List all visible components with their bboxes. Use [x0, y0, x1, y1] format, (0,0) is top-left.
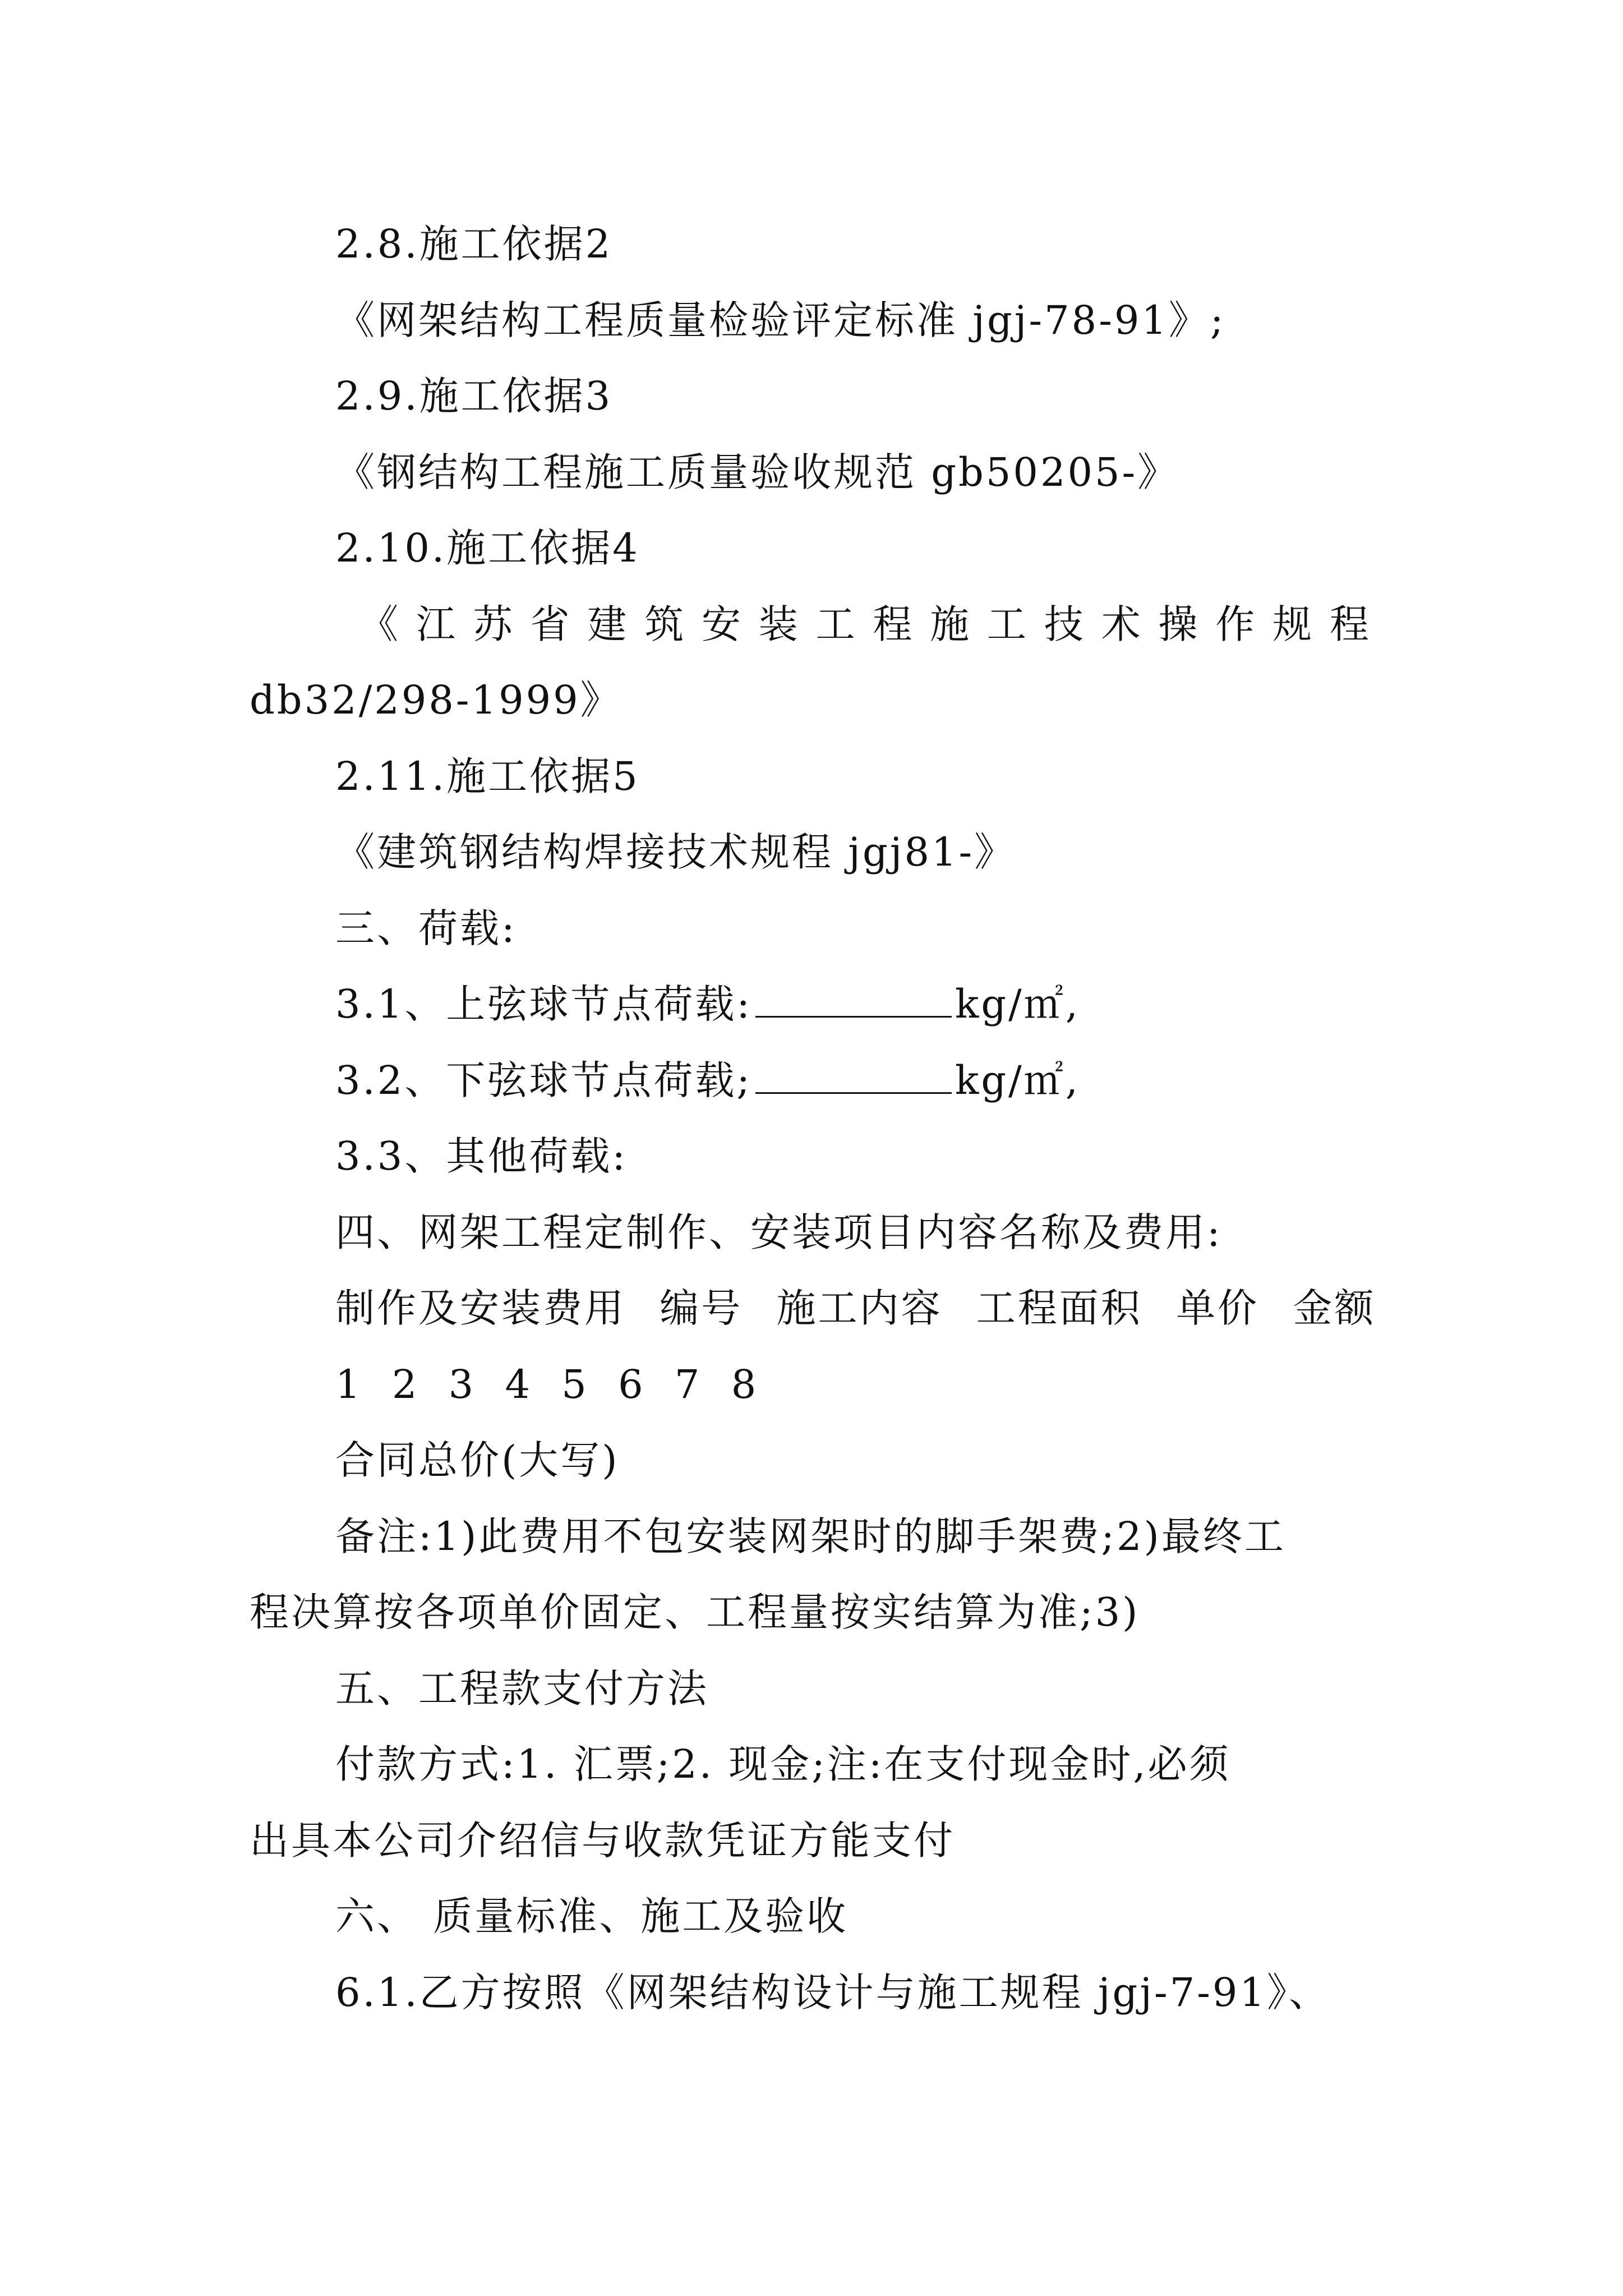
load-upper-unit: kg/㎡, [955, 981, 1080, 1027]
char: 江 [416, 601, 458, 647]
table-number: 3 [448, 1361, 476, 1407]
load-lower-blank [755, 1059, 952, 1094]
clause-2-10-standard-code: db32/298-1999》 [250, 677, 622, 723]
char: 作 [1215, 601, 1257, 647]
char: 《 [359, 601, 400, 647]
table-number: 8 [731, 1361, 759, 1407]
load-other-line: 3.3、其他荷载: [335, 1133, 628, 1179]
table-number: 2 [391, 1361, 419, 1407]
clause-2-11-standard: 《建筑钢结构焊接技术规程 jgj81-》 [335, 829, 1016, 875]
fee-table-header [335, 1283, 1395, 1333]
contract-total-line: 合同总价(大写) [335, 1437, 620, 1483]
clause-6-1-line: 6.1.乙方按照《网架结构设计与施工规程 jgj-7-91》、 [335, 1970, 1330, 2016]
table-number: 5 [561, 1361, 589, 1407]
section-4-heading: 四、网架工程定制作、安装项目内容名称及费用: [335, 1209, 1223, 1255]
table-number: 6 [618, 1361, 645, 1407]
char: 省 [530, 601, 572, 647]
char: 程 [1329, 601, 1371, 647]
clause-2-9-heading: 2.9.施工依据3 [335, 373, 613, 419]
char: 装 [758, 601, 800, 647]
load-lower-unit: kg/㎡, [955, 1057, 1080, 1103]
load-upper-line [335, 979, 1080, 1029]
char: 工 [986, 601, 1029, 647]
char: 施 [930, 601, 972, 647]
clause-2-10-heading: 2.10.施工依据4 [335, 525, 640, 571]
table-header-cell: 工程面积 [976, 1285, 1142, 1331]
clause-2-9-standard: 《钢结构工程施工质量验收规范 gb50205-》 [335, 449, 1179, 495]
fee-table-numbers [335, 1359, 773, 1410]
char: 建 [587, 601, 629, 647]
table-header-cell: 制作及安装费用 [335, 1285, 626, 1331]
remarks-line-1: 备注:1)此费用不包安装网架时的脚手架费;2)最终工 [335, 1513, 1286, 1559]
char: 规 [1272, 601, 1314, 647]
table-number: 4 [505, 1361, 532, 1407]
table-header-cell: 单价 [1176, 1285, 1260, 1331]
char: 工 [815, 601, 857, 647]
table-number: 1 [335, 1361, 363, 1407]
table-header-cell: 金额 [1293, 1285, 1376, 1331]
section-3-heading: 三、荷载: [335, 905, 517, 951]
char: 术 [1101, 601, 1143, 647]
clause-2-8-heading: 2.8.施工依据2 [335, 221, 613, 267]
char: 苏 [473, 601, 515, 647]
load-upper-blank [755, 982, 952, 1018]
remarks-line-2: 程决算按各项单价固定、工程量按实结算为准;3) [250, 1589, 1140, 1635]
payment-method-line-1: 付款方式:1. 汇票;2. 现金;注:在支付现金时,必须 [335, 1741, 1231, 1787]
section-5-heading: 五、工程款支付方法 [335, 1665, 709, 1711]
table-header-cell: 编号 [660, 1285, 743, 1331]
char: 程 [873, 601, 915, 647]
clause-2-10-standard-title [359, 599, 1371, 650]
clause-2-11-heading: 2.11.施工依据5 [335, 753, 640, 799]
char: 技 [1044, 601, 1086, 647]
char: 筑 [644, 601, 686, 647]
payment-method-line-2: 出具本公司介绍信与收款凭证方能支付 [250, 1818, 955, 1864]
table-number: 7 [674, 1361, 702, 1407]
table-header-cell: 施工内容 [776, 1285, 943, 1331]
char: 操 [1158, 601, 1200, 647]
load-lower-label: 3.2、下弦球节点荷载; [335, 1057, 752, 1103]
section-6-heading: 六、 质量标准、施工及验收 [335, 1893, 849, 1939]
load-upper-label: 3.1、上弦球节点荷载: [335, 981, 752, 1027]
clause-2-8-standard: 《网架结构工程质量检验评定标准 jgj-78-91》; [335, 297, 1226, 343]
char: 安 [701, 601, 743, 647]
load-lower-line [335, 1055, 1080, 1106]
